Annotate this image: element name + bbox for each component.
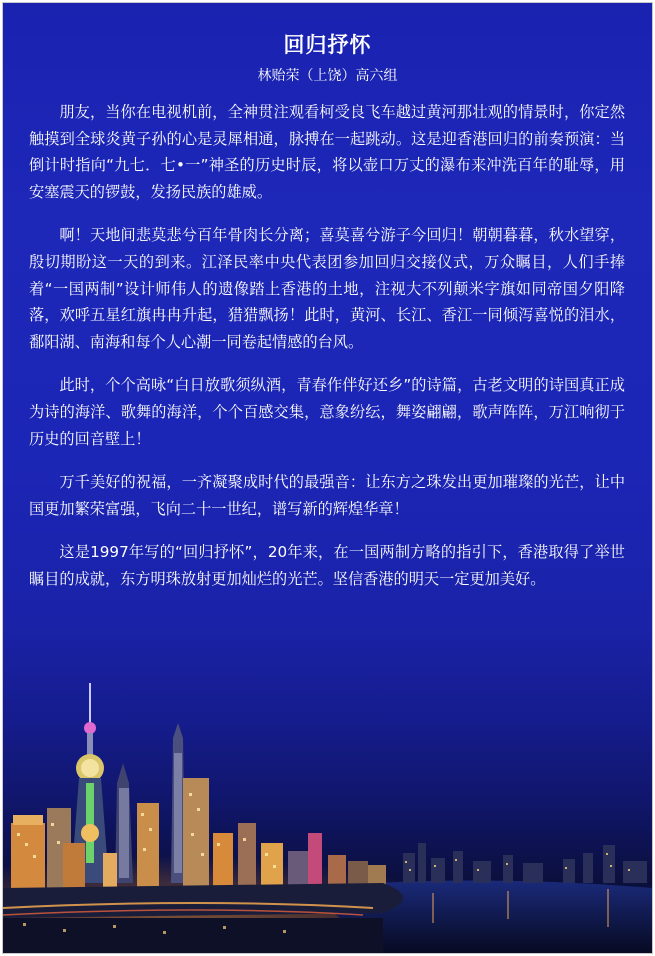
- paragraph-1: 朋友，当你在电视机前，全神贯注观看柯受良飞车越过黄河那壮观的情景时，你定然触摸到全球炎黄子孙的心是灵犀相通，脉搏在一起跳动。这是迎香港回归的前奏预演：当倒计时指向“九七．七•一”神圣的历史时辰，将以壶口万丈的瀑布来冲洗百年的耻辱，用安塞震天的锣鼓，发扬民族的雄威。: [29, 103, 625, 201]
- article-author: 林贻荣（上饶）高六组: [257, 68, 398, 84]
- article-page: [2, 2, 653, 954]
- city-skyline-image: [3, 683, 652, 953]
- paragraph-5: 这是1997年写的“回归抒怀”，20年来，在一国两制方略的指引下，香港取得了举世瞩目的成就，东方明珠放射更加灿烂的光芒。坚信香港的明天一定更加美好。: [29, 543, 625, 588]
- article-title: 回归抒怀: [283, 33, 372, 57]
- paragraph-2: 啊！天地间悲莫悲兮百年骨肉长分离；喜莫喜兮游子今回归！朝朝暮暮，秋水望穿，殷切期盼这一天的到来。江泽民率中央代表团参加回归交接仪式，万众瞩目，人们手捧着“一国两制”设计师伟人的遗像踏上香港的土地，注视大不列颠米字旗如同帝国夕阳降落，欢呼五星红旗冉冉升起，猎猎飘扬！此时，黄河、长江、香江一同倾泻喜悦的泪水，鄱阳湖、南海和每个人心潮一同卷起情感的台风。: [29, 226, 625, 351]
- article-body: [29, 99, 625, 610]
- paragraph-3: 此时，个个高咏“白日放歌须纵酒，青春作伴好还乡”的诗篇，古老文明的诗国真正成为诗的海洋、歌舞的海洋，个个百感交集，意象纷纭，舞姿翩翩，歌声阵阵，万江响彻于历史的回音壁上！: [29, 376, 625, 448]
- paragraph-4: 万千美好的祝福，一齐凝聚成时代的最强音：让东方之珠发出更加璀璨的光芒，让中国更加繁荣富强，飞向二十一世纪，谱写新的辉煌华章！: [29, 473, 625, 518]
